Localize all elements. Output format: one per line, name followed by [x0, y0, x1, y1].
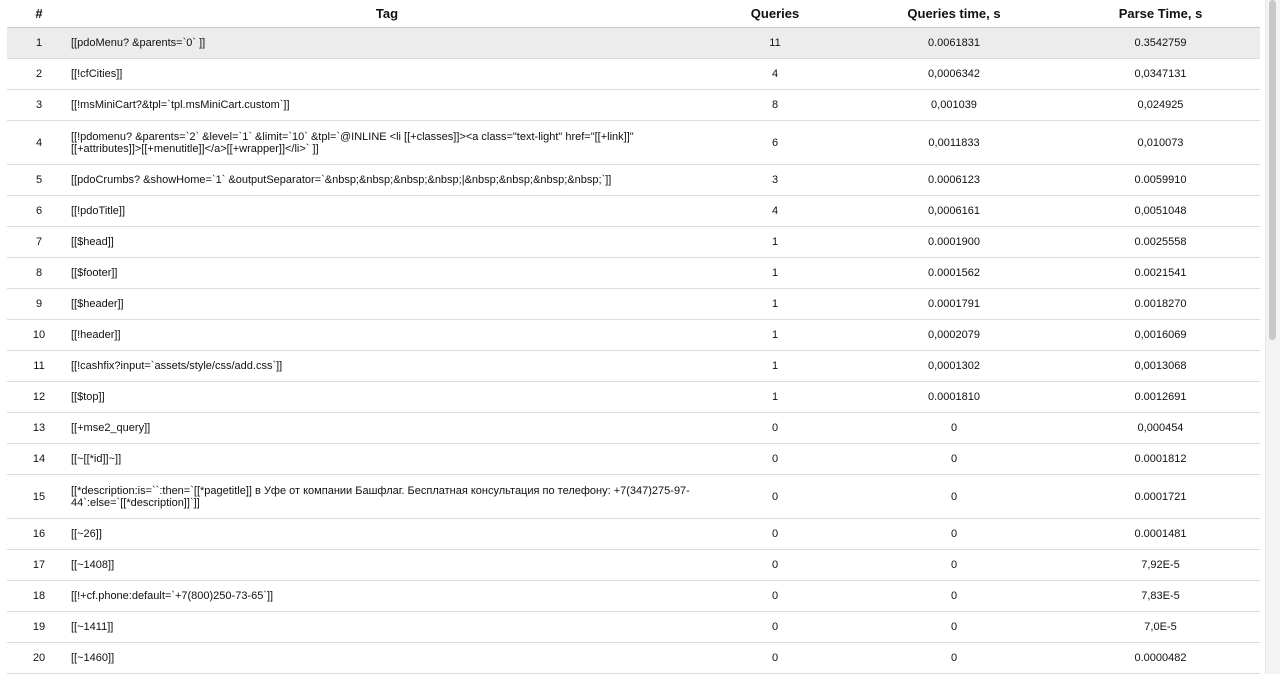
row-parse-time: 0.0021541: [1061, 258, 1260, 289]
row-queries: 0: [703, 581, 847, 612]
row-number: 20: [7, 643, 71, 674]
row-parse-time: 7,0E-5: [1061, 612, 1260, 643]
row-parse-time: 0,000454: [1061, 413, 1260, 444]
row-queries: 1: [703, 351, 847, 382]
row-number: 19: [7, 612, 71, 643]
row-parse-time: 0.0059910: [1061, 165, 1260, 196]
row-parse-time: 7,92E-5: [1061, 550, 1260, 581]
row-queries-time: 0: [847, 612, 1061, 643]
row-parse-time: 0,0051048: [1061, 196, 1260, 227]
row-queries-time: 0: [847, 519, 1061, 550]
row-queries-time: 0,0002079: [847, 320, 1061, 351]
row-queries: 0: [703, 413, 847, 444]
row-number: 13: [7, 413, 71, 444]
row-number: 11: [7, 351, 71, 382]
row-queries: 4: [703, 196, 847, 227]
row-queries-time: 0.0001791: [847, 289, 1061, 320]
row-parse-time: 0,024925: [1061, 90, 1260, 121]
row-parse-time: 0.3542759: [1061, 28, 1260, 59]
row-parse-time: 0.0025558: [1061, 227, 1260, 258]
row-tag: [[!+cf.phone:default=`+7(800)250-73-65`]]: [71, 581, 703, 612]
row-queries-time: 0,0006342: [847, 59, 1061, 90]
row-queries: 1: [703, 227, 847, 258]
row-number: 9: [7, 289, 71, 320]
column-header-queries-time: Queries time, s: [847, 0, 1061, 28]
row-tag: [[+mse2_query]]: [71, 413, 703, 444]
row-queries: 6: [703, 121, 847, 165]
row-tag: [[!pdomenu? &parents=`2` &level=`1` &limit=`10` &tpl=`@INLINE <li [[+classes]]><a class="text-light" href="[[+link]]" [[+attributes]]>[[+menutitle]]</a>[[+wrapper]]</li>` ]]: [71, 121, 703, 165]
table-row[interactable]: [7, 121, 1260, 165]
row-queries-time: 0.0006123: [847, 165, 1061, 196]
row-tag: [[pdoMenu? &parents=`0` ]]: [71, 28, 703, 59]
row-number: 12: [7, 382, 71, 413]
table-header-row: [7, 0, 1260, 28]
row-tag: [[~[[*id]]~]]: [71, 444, 703, 475]
row-queries-time: 0: [847, 643, 1061, 674]
row-queries: 0: [703, 519, 847, 550]
row-parse-time: 0.0012691: [1061, 382, 1260, 413]
table-row[interactable]: [7, 413, 1260, 444]
row-queries: 0: [703, 550, 847, 581]
row-queries-time: 0.0001900: [847, 227, 1061, 258]
row-tag: [[$head]]: [71, 227, 703, 258]
table-row[interactable]: [7, 165, 1260, 196]
row-queries: 1: [703, 289, 847, 320]
row-number: 8: [7, 258, 71, 289]
row-queries-time: 0.0001562: [847, 258, 1061, 289]
table-row[interactable]: [7, 59, 1260, 90]
row-tag: [[*description:is=``:then=`[[*pagetitle]] в Уфе от компании Башфлаг. Бесплатная консультация по телефону: +7(347)275-97-44`:else=`[[*description]]`]]: [71, 475, 703, 519]
row-number: 1: [7, 28, 71, 59]
row-tag: [[!msMiniCart?&tpl=`tpl.msMiniCart.custom`]]: [71, 90, 703, 121]
row-queries: 11: [703, 28, 847, 59]
row-queries-time: 0: [847, 550, 1061, 581]
row-number: 18: [7, 581, 71, 612]
row-queries-time: 0,0011833: [847, 121, 1061, 165]
row-number: 10: [7, 320, 71, 351]
parser-profile-table: [7, 0, 1260, 674]
table-row[interactable]: [7, 382, 1260, 413]
row-queries-time: 0: [847, 444, 1061, 475]
row-queries-time: 0.0061831: [847, 28, 1061, 59]
table-row[interactable]: [7, 581, 1260, 612]
row-queries: 1: [703, 258, 847, 289]
row-number: 2: [7, 59, 71, 90]
table-body: [7, 28, 1260, 674]
row-number: 6: [7, 196, 71, 227]
row-tag: [[~1460]]: [71, 643, 703, 674]
table-row[interactable]: [7, 351, 1260, 382]
row-parse-time: 0.0001721: [1061, 475, 1260, 519]
row-parse-time: 0,010073: [1061, 121, 1260, 165]
row-queries-time: 0: [847, 475, 1061, 519]
table-row[interactable]: [7, 519, 1260, 550]
row-queries: 1: [703, 320, 847, 351]
row-queries: 0: [703, 612, 847, 643]
table-row[interactable]: [7, 320, 1260, 351]
row-queries-time: 0: [847, 413, 1061, 444]
row-tag: [[!cashfix?input=`assets/style/css/add.css`]]: [71, 351, 703, 382]
row-number: 5: [7, 165, 71, 196]
row-tag: [[~26]]: [71, 519, 703, 550]
column-header-parse-time: Parse Time, s: [1061, 0, 1260, 28]
row-number: 15: [7, 475, 71, 519]
row-number: 17: [7, 550, 71, 581]
column-header-number: #: [7, 0, 71, 28]
scrollbar-thumb[interactable]: [1269, 0, 1276, 340]
row-number: 16: [7, 519, 71, 550]
row-tag: [[~1408]]: [71, 550, 703, 581]
row-number: 4: [7, 121, 71, 165]
row-queries: 1: [703, 382, 847, 413]
row-number: 3: [7, 90, 71, 121]
table-row[interactable]: [7, 28, 1260, 59]
row-parse-time: 0.0001481: [1061, 519, 1260, 550]
row-parse-time: 0,0013068: [1061, 351, 1260, 382]
row-parse-time: 7,83E-5: [1061, 581, 1260, 612]
table-row[interactable]: [7, 444, 1260, 475]
row-queries: 0: [703, 444, 847, 475]
table-row[interactable]: [7, 258, 1260, 289]
row-tag: [[!pdoTitle]]: [71, 196, 703, 227]
vertical-scrollbar[interactable]: [1265, 0, 1280, 674]
row-number: 7: [7, 227, 71, 258]
table-row[interactable]: [7, 227, 1260, 258]
table-row[interactable]: [7, 475, 1260, 519]
table-row[interactable]: [7, 90, 1260, 121]
row-tag: [[!cfCities]]: [71, 59, 703, 90]
row-queries-time: 0,0001302: [847, 351, 1061, 382]
table-row[interactable]: [7, 196, 1260, 227]
row-queries-time: 0,0006161: [847, 196, 1061, 227]
row-tag: [[$footer]]: [71, 258, 703, 289]
table-row[interactable]: [7, 643, 1260, 674]
row-queries-time: 0: [847, 581, 1061, 612]
row-tag: [[~1411]]: [71, 612, 703, 643]
row-parse-time: 0.0001812: [1061, 444, 1260, 475]
row-queries: 4: [703, 59, 847, 90]
row-queries: 3: [703, 165, 847, 196]
row-queries: 0: [703, 643, 847, 674]
row-tag: [[!header]]: [71, 320, 703, 351]
row-parse-time: 0,0016069: [1061, 320, 1260, 351]
row-parse-time: 0.0018270: [1061, 289, 1260, 320]
row-parse-time: 0.0000482: [1061, 643, 1260, 674]
row-number: 14: [7, 444, 71, 475]
row-queries: 8: [703, 90, 847, 121]
column-header-tag: Tag: [71, 0, 703, 28]
row-tag: [[$top]]: [71, 382, 703, 413]
row-tag: [[$header]]: [71, 289, 703, 320]
row-tag: [[pdoCrumbs? &showHome=`1` &outputSeparator=`&nbsp;&nbsp;&nbsp;&nbsp;|&nbsp;&nbsp;&nbsp;&nbsp;`]]: [71, 165, 703, 196]
row-queries-time: 0,001039: [847, 90, 1061, 121]
table-row[interactable]: [7, 550, 1260, 581]
row-queries: 0: [703, 475, 847, 519]
column-header-queries: Queries: [703, 0, 847, 28]
row-queries-time: 0.0001810: [847, 382, 1061, 413]
row-parse-time: 0,0347131: [1061, 59, 1260, 90]
table-row[interactable]: [7, 289, 1260, 320]
table-row[interactable]: [7, 612, 1260, 643]
